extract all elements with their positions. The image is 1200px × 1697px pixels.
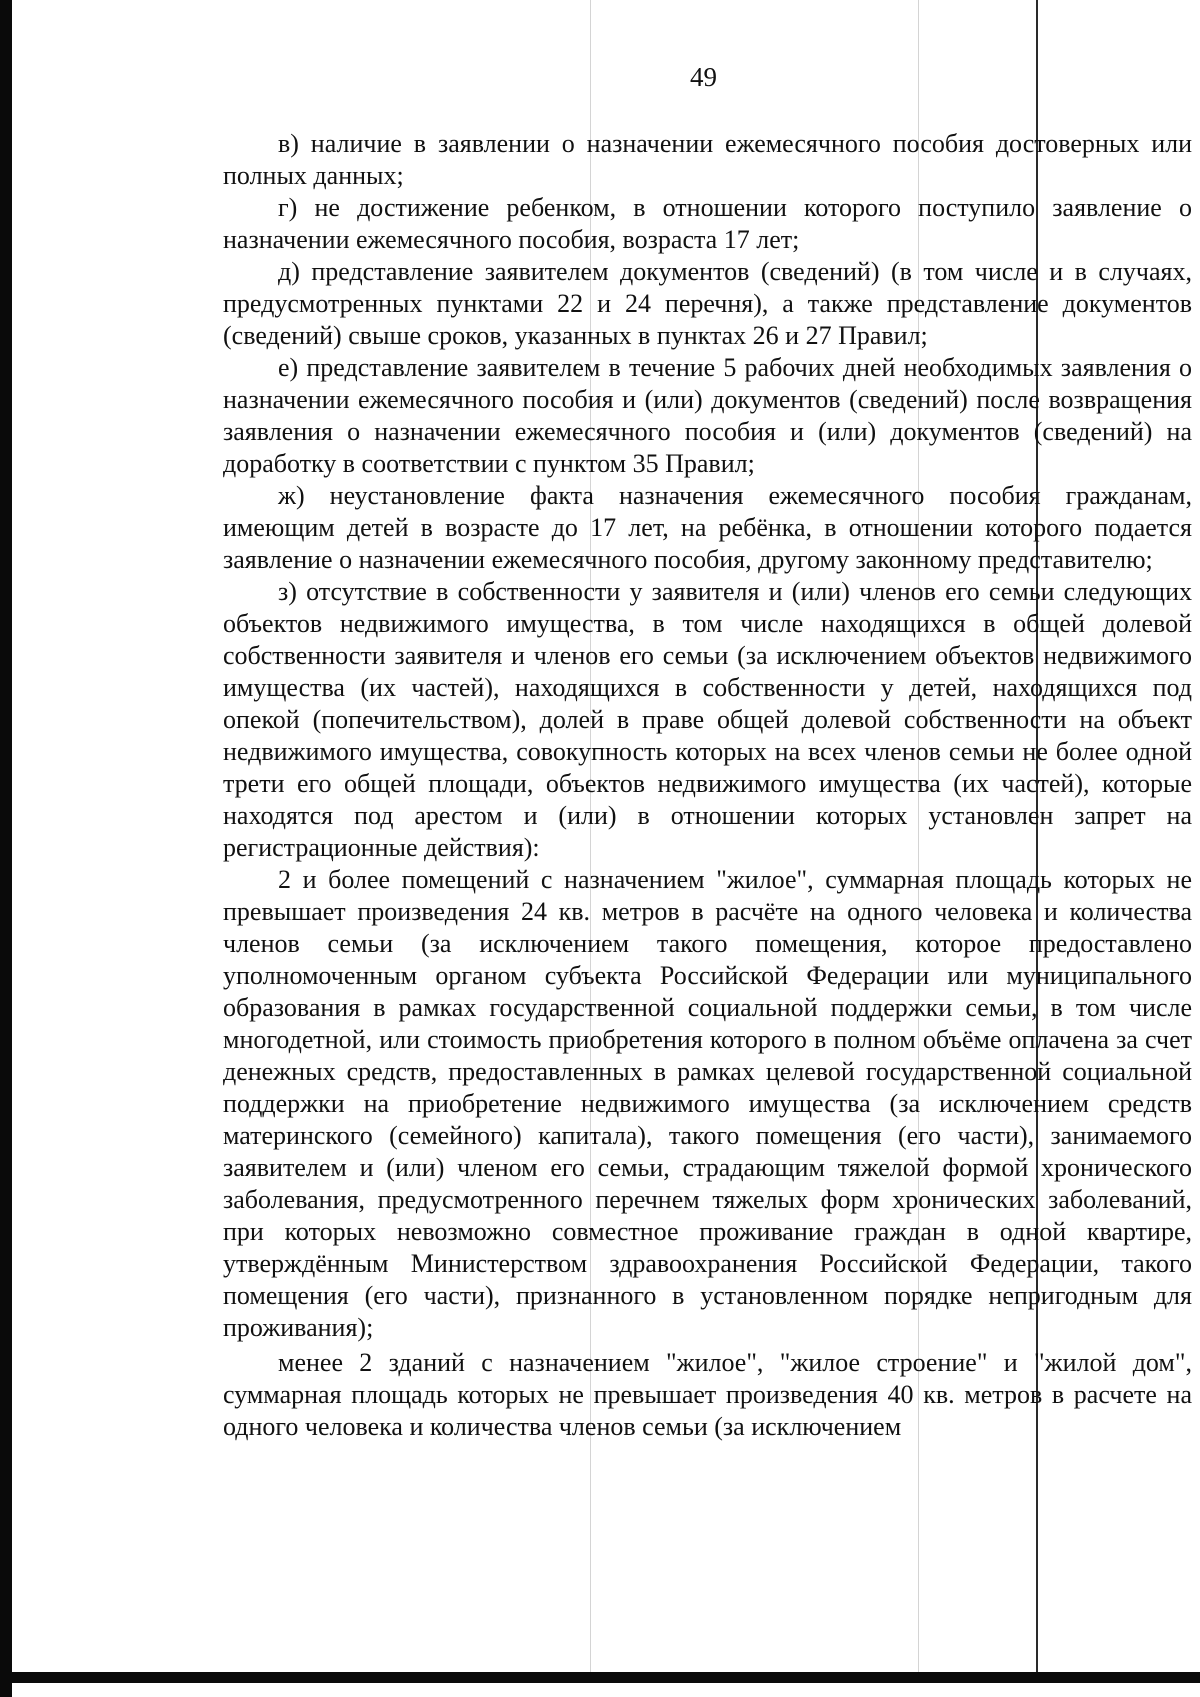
paragraph-zh: ж) неустановление факта назначения ежемесячного пособия гражданам, имеющим детей в возрасте до 17 лет, на ребёнка, в отношении которого подается заявление о назначении ежемесячного пособия, другому законному представителю;	[223, 481, 1192, 574]
scan-border-left	[0, 0, 12, 1697]
paragraph-z: з) отсутствие в собственности у заявителя и (или) членов его семьи следующих объектов недвижимого имущества, в том числе находящихся в общей долевой собственности заявителя и членов его семьи (за исключением объектов недвижимого имущества (их частей), находящихся в собственности у детей, находящихся под опекой (попечительством), долей в праве общей долевой собственности на объект недвижимого имущества, совокупность которых на всех членов семьи не более одной трети его общей площади, объектов недвижимого имущества (их частей), которые находятся под арестом и (или) в отношении которых установлен запрет на регистрационные действия):	[223, 577, 1192, 862]
paragraph-d: д) представление заявителем документов (сведений) (в том числе и в случаях, предусмотренных пунктами 22 и 24 перечня), а также представление документов (сведений) свыше сроков, указанных в пунктах 26 и 27 Правил;	[223, 257, 1192, 350]
scan-border-bottom	[0, 1672, 1200, 1683]
paragraph-buildings: менее 2 зданий с назначением "жилое", "жилое строение" и "жилой дом", суммарная площадь которых не превышает произведения 40 кв. метров в расчете на одного человека и количества членов семьи (за исключением	[223, 1348, 1192, 1441]
paragraph-v: в) наличие в заявлении о назначении ежемесячного пособия достоверных или полных данных;	[223, 129, 1192, 190]
page-number: 49	[690, 62, 717, 92]
paragraph-e: е) представление заявителем в течение 5 рабочих дней необходимых заявления о назначении ежемесячного пособия и (или) документов (сведений) после возвращения заявления о назначении ежемесячного пособия и (или) документов (сведений) на доработку в соответствии с пунктом 35 Правил;	[223, 353, 1192, 478]
document-body	[223, 128, 1192, 1443]
paragraph-living-premises: 2 и более помещений с назначением "жилое", суммарная площадь которых не превышает произведения 24 кв. метров в расчёте на одного человека и количества членов семьи (за исключением такого помещения, которое предоставлено уполномоченным органом субъекта Российской Федерации или муниципального образования в рамках государственной социальной поддержки семьи, в том числе многодетной, или стоимость приобретения которого в полном объёме оплачена за счет денежных средств, предоставленных в рамках целевой государственной социальной поддержки на приобретение недвижимого имущества (за исключением средств материнского (семейного) капитала), такого помещения (его части), занимаемого заявителем и (или) членом его семьи, страдающим тяжелой формой хронического заболевания, предусмотренного перечнем тяжелых форм хронических заболеваний, при которых невозможно совместное проживание граждан в одной квартире, утверждённым Министерством здравоохранения Российской Федерации, такого помещения (его части), признанного в установленном порядке непригодным для проживания);	[223, 865, 1192, 1342]
paragraph-g: г) не достижение ребенком, в отношении которого поступило заявление о назначении ежемесячного пособия, возраста 17 лет;	[223, 193, 1192, 254]
